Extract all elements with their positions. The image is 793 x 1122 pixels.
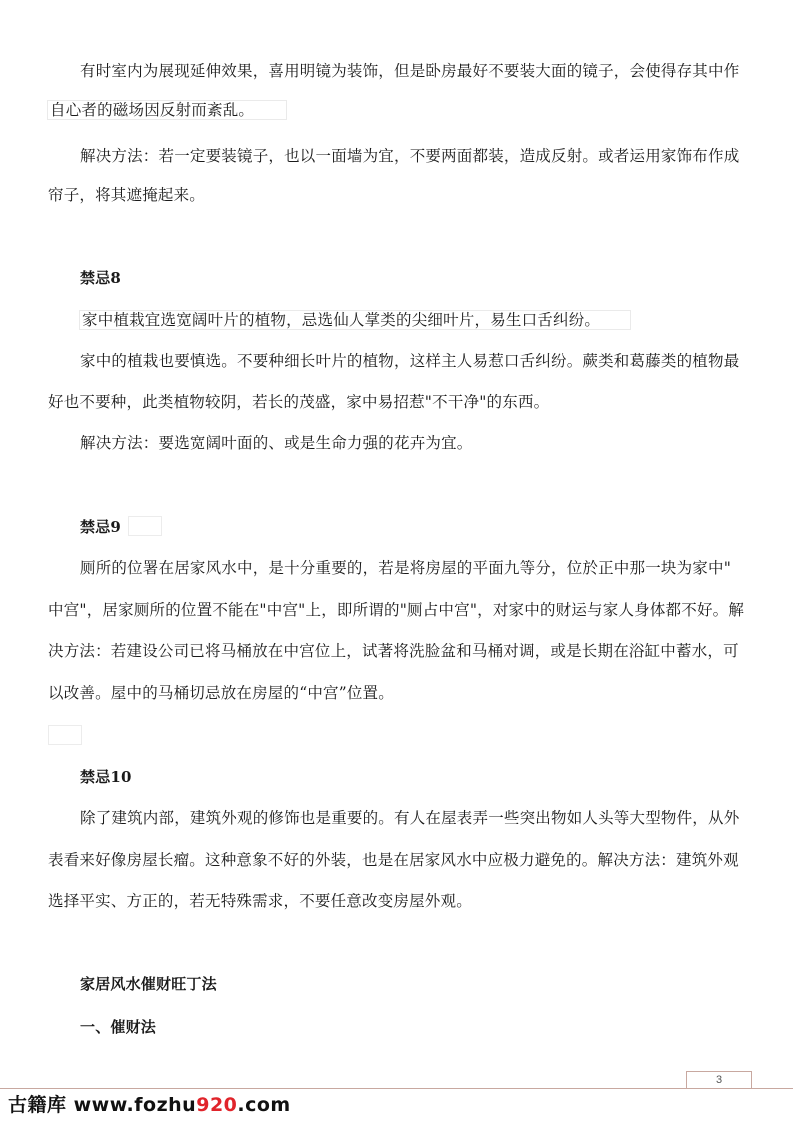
section-heading-10: 禁忌10 [80,768,132,786]
watermark-prefix: 古籍库 www.fozhu [8,1094,197,1116]
paragraph-line: 决方法：若建设公司已将马桶放在中宫位上，试著将洗脸盆和马桶对调，或是长期在浴缸中蓄水，可 [48,642,739,660]
highlighted-text: 自心者的磁场因反射而紊乱。 [48,101,286,119]
paragraph-line: 有时室内为展现延伸效果，喜用明镜为装饰，但是卧房最好不要装大面的镜子，会使得存其中作 [80,62,740,80]
blank-annotation-box [48,725,82,745]
paragraph-line: 表看来好像房屋长瘤。这种意象不好的外装，也是在居家风水中应极力避免的。解决方法：建筑外观 [48,851,739,869]
paragraph-line: 选择平实、方正的，若无特殊需求，不要任意改变房屋外观。 [48,892,472,910]
footer-rule [0,1088,793,1089]
paragraph-line: 中宫"，居家厕所的位置不能在"中宫"上，即所谓的"厕占中宫"，对家中的财运与家人身体都不好。解 [48,601,745,619]
section-heading-wealth: 家居风水催财旺丁法 [80,975,217,993]
watermark-suffix: .com [237,1094,291,1116]
section-heading-9: 禁忌9 [80,518,122,536]
section-heading-8: 禁忌8 [80,269,122,287]
paragraph-line: 好也不要种，此类植物较阴，若长的茂盛，家中易招惹"不干净"的东西。 [48,393,550,411]
paragraph-line [80,310,630,330]
subsection-heading: 一、催财法 [80,1018,157,1036]
paragraph-line: 除了建筑内部，建筑外观的修饰也是重要的。有人在屋表弄一些突出物如人头等大型物件，从外 [80,809,740,827]
page-number: 3 [686,1071,752,1088]
watermark-number: 920 [196,1094,238,1116]
paragraph-line: 家中的植栽也要慎选。不要种细长叶片的植物，这样主人易惹口舌纠纷。蕨类和葛藤类的植物最 [80,352,740,370]
blank-annotation-box [128,516,162,536]
paragraph-line: 以改善。屋中的马桶切忌放在房屋的“中宫”位置。 [48,684,394,702]
highlighted-text: 家中植栽宜选宽阔叶片的植物，忌选仙人掌类的尖细叶片，易生口舌纠纷。 [80,311,630,329]
paragraph-line: 帘子，将其遮掩起来。 [48,186,206,204]
paragraph-line: 解决方法：若一定要装镜子，也以一面墙为宜，不要两面都装，造成反射。或者运用家饰布作成 [80,147,740,165]
paragraph-line: 解决方法：要选宽阔叶面的、或是生命力强的花卉为宜。 [80,434,473,452]
site-watermark [8,1090,291,1117]
paragraph-line: 厕所的位署在居家风水中，是十分重要的，若是将房屋的平面九等分，位於正中那一块为家中" [80,559,732,577]
paragraph-line [48,100,286,120]
